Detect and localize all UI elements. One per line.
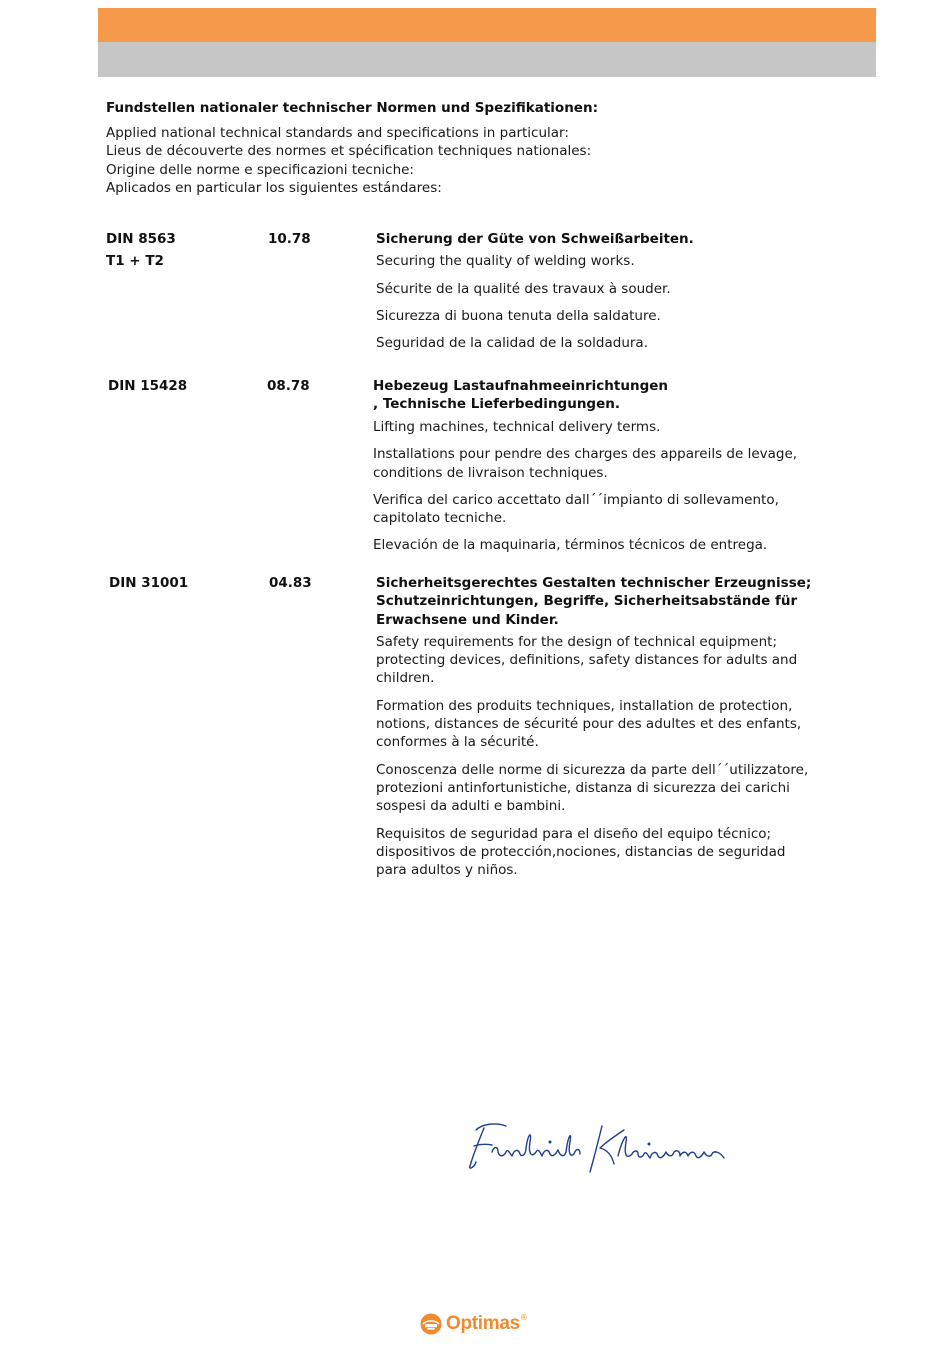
standard-code: DIN 15428 xyxy=(108,378,188,394)
standard-translation-en: Securing the quality of welding works. xyxy=(376,253,635,270)
standard-translation-it: Conoscenza delle norme di sicurezza da parte dell´´utilizzatore, protezioni antinfortunistiche, distanza di sicurezza dei carichi sospesi da adulti e bambini. xyxy=(376,761,809,815)
standard-description xyxy=(376,230,826,361)
standard-description xyxy=(376,574,816,888)
standard-date: 10.78 xyxy=(268,231,311,247)
standard-date: 04.83 xyxy=(269,575,312,591)
standard-translation-fr: Formation des produits techniques, installation de protection, notions, distances de sécurité pour des adultes et des enfants, conformes à la sécurité. xyxy=(376,697,802,751)
standard-translation-es: Elevación de la maquinaria, términos técnicos de entrega. xyxy=(373,537,768,554)
standard-translations xyxy=(373,418,803,564)
registered-mark: ® xyxy=(520,1313,527,1322)
standard-date: 08.78 xyxy=(267,378,310,394)
standard-translation-es: Requisitos de seguridad para el diseño del equipo técnico; dispositivos de protección,nociones, distancias de seguridad para adultos y niños. xyxy=(376,825,786,879)
standard-code xyxy=(106,230,176,271)
standard-translation-en: Lifting machines, technical delivery terms. xyxy=(373,419,661,435)
standard-code-line1: DIN 8563 xyxy=(106,231,176,247)
header-orange-band xyxy=(98,8,876,42)
standard-translation-fr: Installations pour pendre des charges des appareils de levage, conditions de livraison techniques. xyxy=(373,446,798,481)
standard-code: DIN 31001 xyxy=(109,575,189,591)
intro-line-es: Aplicados en particular los siguientes estándares: xyxy=(106,180,442,196)
intro-section xyxy=(106,99,866,198)
header-gray-band xyxy=(98,42,876,77)
standard-translation-en: Safety requirements for the design of technical equipment; protecting devices, definitions, safety distances for adults and children. xyxy=(376,633,798,687)
standard-translation-fr: Sécurite de la qualité des travaux à souder. xyxy=(376,280,671,297)
handwritten-signature xyxy=(462,1112,737,1182)
standard-translation-it: Sicurezza di buona tenuta della saldature. xyxy=(376,307,661,324)
intro-line-fr: Lieus de découverte des normes et spécification techniques nationales: xyxy=(106,143,592,159)
standard-heading: Sicherheitsgerechtes Gestalten technischer Erzeugnisse; Schutzeinrichtungen, Begriffe, Sicherheitsabstände für Erwachsene und Kinder. xyxy=(376,575,812,628)
optimas-logo-wordmark: Optimas xyxy=(446,1313,520,1334)
standard-translation-it: Verifica del carico accettato dall´´impianto di sollevamento, capitolato tecniche. xyxy=(373,491,779,527)
optimas-logo-icon xyxy=(420,1313,442,1335)
optimas-logo xyxy=(420,1310,527,1338)
intro-title: Fundstellen nationaler technischer Normen und Spezifikationen: xyxy=(106,100,598,116)
standard-heading: Hebezeug Lastaufnahmeeinrichtungen , Technische Lieferbedingungen. xyxy=(373,378,669,413)
intro-line-it: Origine delle norme e specificazioni tecniche: xyxy=(106,161,414,178)
standard-description xyxy=(373,377,673,418)
standard-translation-es: Seguridad de la calidad de la soldadura. xyxy=(376,335,648,352)
standard-heading: Sicherung der Güte von Schweißarbeiten. xyxy=(376,231,694,247)
standard-code-line2: T1 + T2 xyxy=(106,253,164,270)
intro-line-en: Applied national technical standards and specifications in particular: xyxy=(106,124,569,141)
